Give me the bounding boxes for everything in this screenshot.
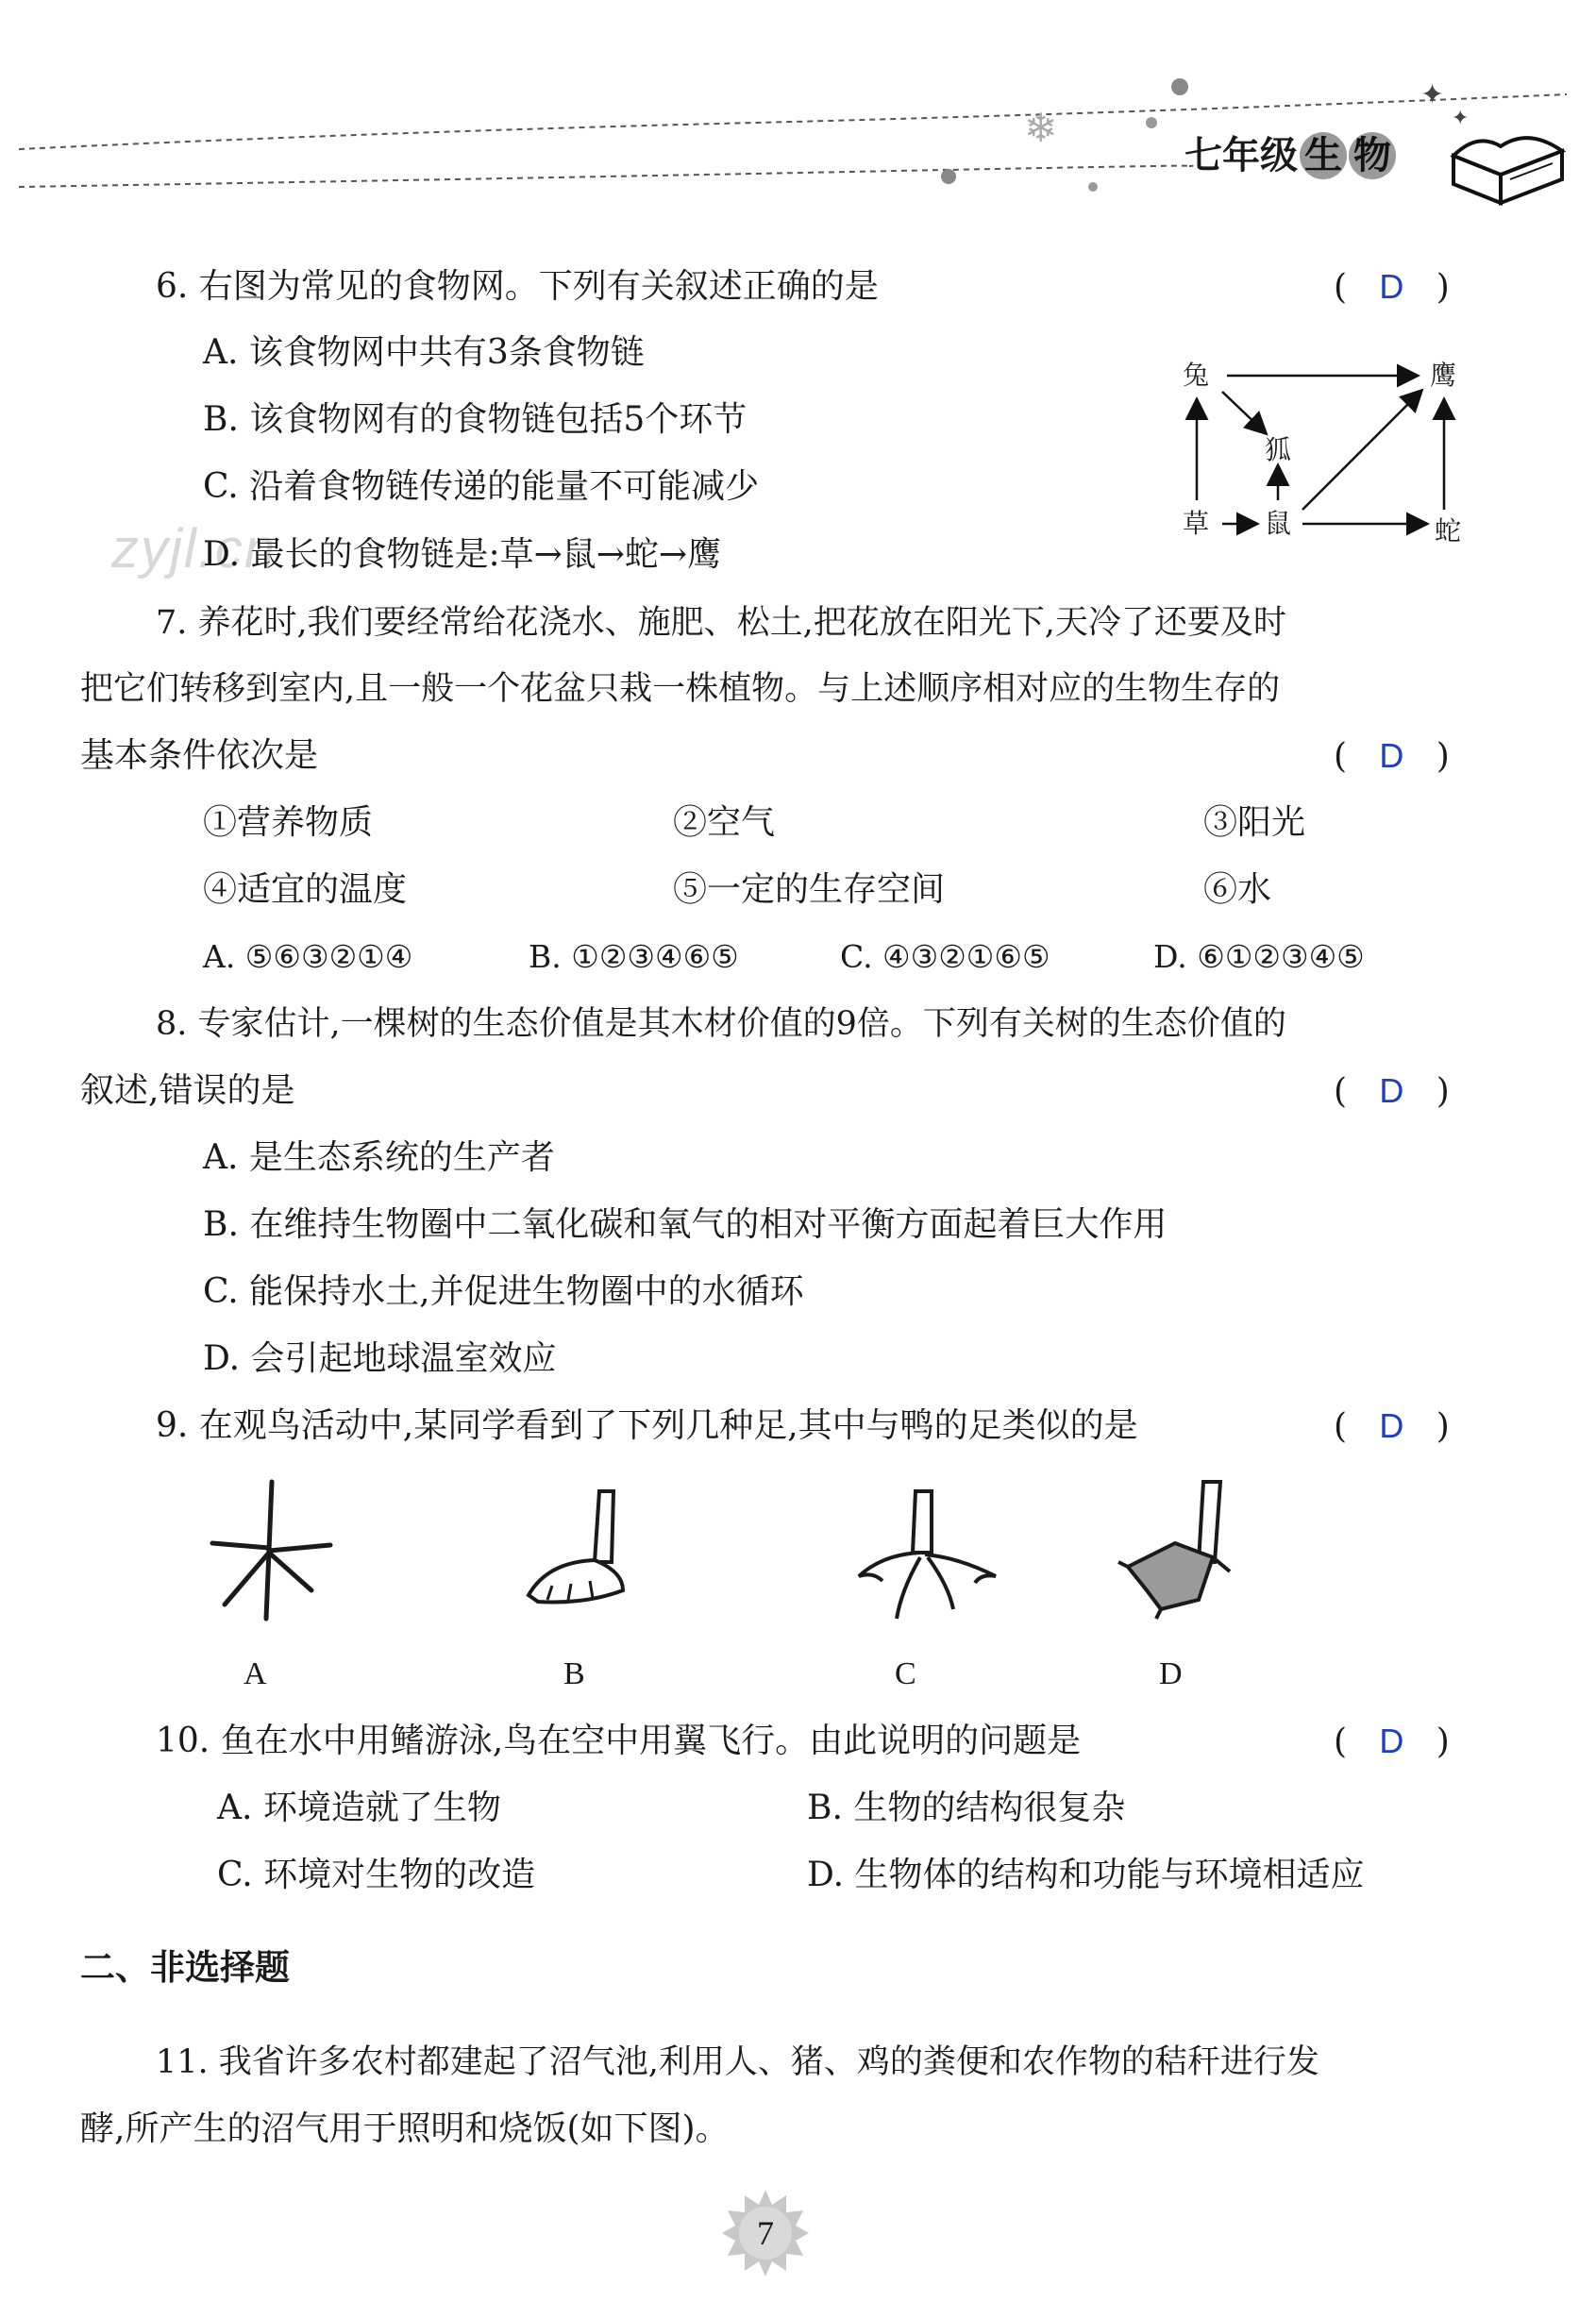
- q10-option-d: D. 生物体的结构和功能与环境相适应: [807, 1856, 1365, 1894]
- subject-badge-2: 物: [1349, 132, 1396, 179]
- q8-answer: ( D ): [1334, 1071, 1450, 1111]
- q7-line3: 基本条件依次是: [80, 736, 319, 775]
- section-title: 二、非选择题: [80, 1947, 290, 1988]
- q7-item-6: ⑥水: [1203, 870, 1272, 909]
- q7-option-d: D. ⑥①②③④⑤: [1153, 938, 1365, 975]
- q6-stem: 6. 右图为常见的食物网。下列有关叙述正确的是: [156, 267, 879, 306]
- q6-option-d: D. 最长的食物链是:草→鼠→蛇→鹰: [203, 535, 722, 574]
- book-icon: [1444, 118, 1571, 208]
- q8-option-b: B. 在维持生物圈中二氧化碳和氧气的相对平衡方面起着巨大作用: [203, 1205, 1168, 1244]
- q7-answer-letter: D: [1379, 736, 1404, 775]
- svg-text:✦: ✦: [1420, 78, 1445, 111]
- q8-option-a: A. 是生态系统的生产者: [203, 1138, 555, 1177]
- q10-answer-letter: D: [1379, 1722, 1404, 1760]
- header-decoration: [0, 0, 1596, 227]
- q10-option-a: A. 环境造就了生物: [217, 1789, 501, 1827]
- q11-line1: 11. 我省许多农村都建起了沼气池,利用人、猪、鸡的粪便和农作物的秸秆进行发: [156, 2043, 1319, 2081]
- bird-foot-a-image: [198, 1477, 340, 1628]
- q6-option-a: A. 该食物网中共有3条食物链: [203, 333, 645, 372]
- q7-line2: 把它们转移到室内,且一般一个花盆只栽一株植物。与上述顺序相对应的生物生存的: [80, 670, 1281, 708]
- q7-item-2: ②空气: [673, 803, 776, 842]
- food-web-fox: 狐: [1265, 434, 1292, 465]
- food-web-grass: 草: [1183, 508, 1210, 539]
- q7-answer: ( D ): [1334, 736, 1450, 776]
- q7-option-a: A. ⑤⑥③②①④: [203, 938, 413, 975]
- q7-item-3: ③阳光: [1203, 803, 1306, 842]
- page-number: 7: [757, 2214, 774, 2252]
- q8-line2: 叙述,错误的是: [80, 1071, 295, 1110]
- food-web-snake: 蛇: [1435, 515, 1462, 546]
- q10-option-b: B. 生物的结构很复杂: [807, 1789, 1126, 1827]
- q10-stem: 10. 鱼在水中用鳍游泳,鸟在空中用翼飞行。由此说明的问题是: [156, 1722, 1082, 1760]
- q8-line1: 8. 专家估计,一棵树的生态价值是其木材价值的9倍。下列有关树的生态价值的: [156, 1005, 1286, 1043]
- q6-option-c: C. 沿着食物链传递的能量不可能减少: [203, 467, 760, 506]
- q7-item-5: ⑤一定的生存空间: [673, 870, 946, 909]
- q9-answer: ( D ): [1334, 1406, 1450, 1446]
- q7-item-1: ①营养物质: [203, 803, 374, 842]
- svg-text:❄: ❄: [1024, 105, 1058, 151]
- q8-option-c: C. 能保持水土,并促进生物圈中的水循环: [203, 1272, 804, 1311]
- header-title: [1184, 132, 1396, 179]
- food-web-mouse: 鼠: [1265, 508, 1292, 539]
- q8-answer-letter: D: [1379, 1071, 1404, 1110]
- bird-foot-b-image: [510, 1487, 651, 1619]
- bird-foot-c-image: [845, 1487, 1005, 1628]
- q7-option-c: C. ④③②①⑥⑤: [840, 938, 1050, 975]
- q10-option-c: C. 环境对生物的改造: [217, 1856, 536, 1894]
- bird-foot-b-label: B: [563, 1656, 585, 1691]
- q6-answer-letter: D: [1379, 267, 1404, 306]
- q8-option-d: D. 会引起地球温室效应: [203, 1339, 557, 1378]
- watermark: zyjl.cn: [111, 518, 277, 580]
- bird-foot-d-image: [1109, 1477, 1251, 1628]
- food-web-rabbit: 兔: [1183, 360, 1210, 391]
- bird-foot-c-label: C: [895, 1656, 916, 1691]
- svg-text:✦: ✦: [1452, 107, 1470, 130]
- q7-option-b: B. ①②③④⑥⑤: [529, 938, 739, 975]
- q6-option-b: B. 该食物网有的食物链包括5个环节: [203, 400, 748, 439]
- q6-answer: ( D ): [1334, 267, 1450, 307]
- bird-foot-d-label: D: [1159, 1656, 1183, 1691]
- subject-badge-1: 生: [1300, 132, 1347, 179]
- grade-label: 七年级: [1184, 134, 1298, 177]
- food-web-hawk: 鹰: [1430, 360, 1457, 391]
- q9-stem: 9. 在观鸟活动中,某同学看到了下列几种足,其中与鸭的足类似的是: [156, 1406, 1138, 1445]
- q7-line1: 7. 养花时,我们要经常给花浇水、施肥、松土,把花放在阳光下,天冷了还要及时: [156, 604, 1286, 642]
- q10-answer: ( D ): [1334, 1722, 1450, 1761]
- q9-answer-letter: D: [1379, 1406, 1404, 1445]
- q11-line2: 酵,所产生的沼气用于照明和烧饭(如下图)。: [80, 2109, 730, 2148]
- q7-item-4: ④适宜的温度: [203, 870, 408, 909]
- bird-foot-a-label: A: [244, 1656, 267, 1691]
